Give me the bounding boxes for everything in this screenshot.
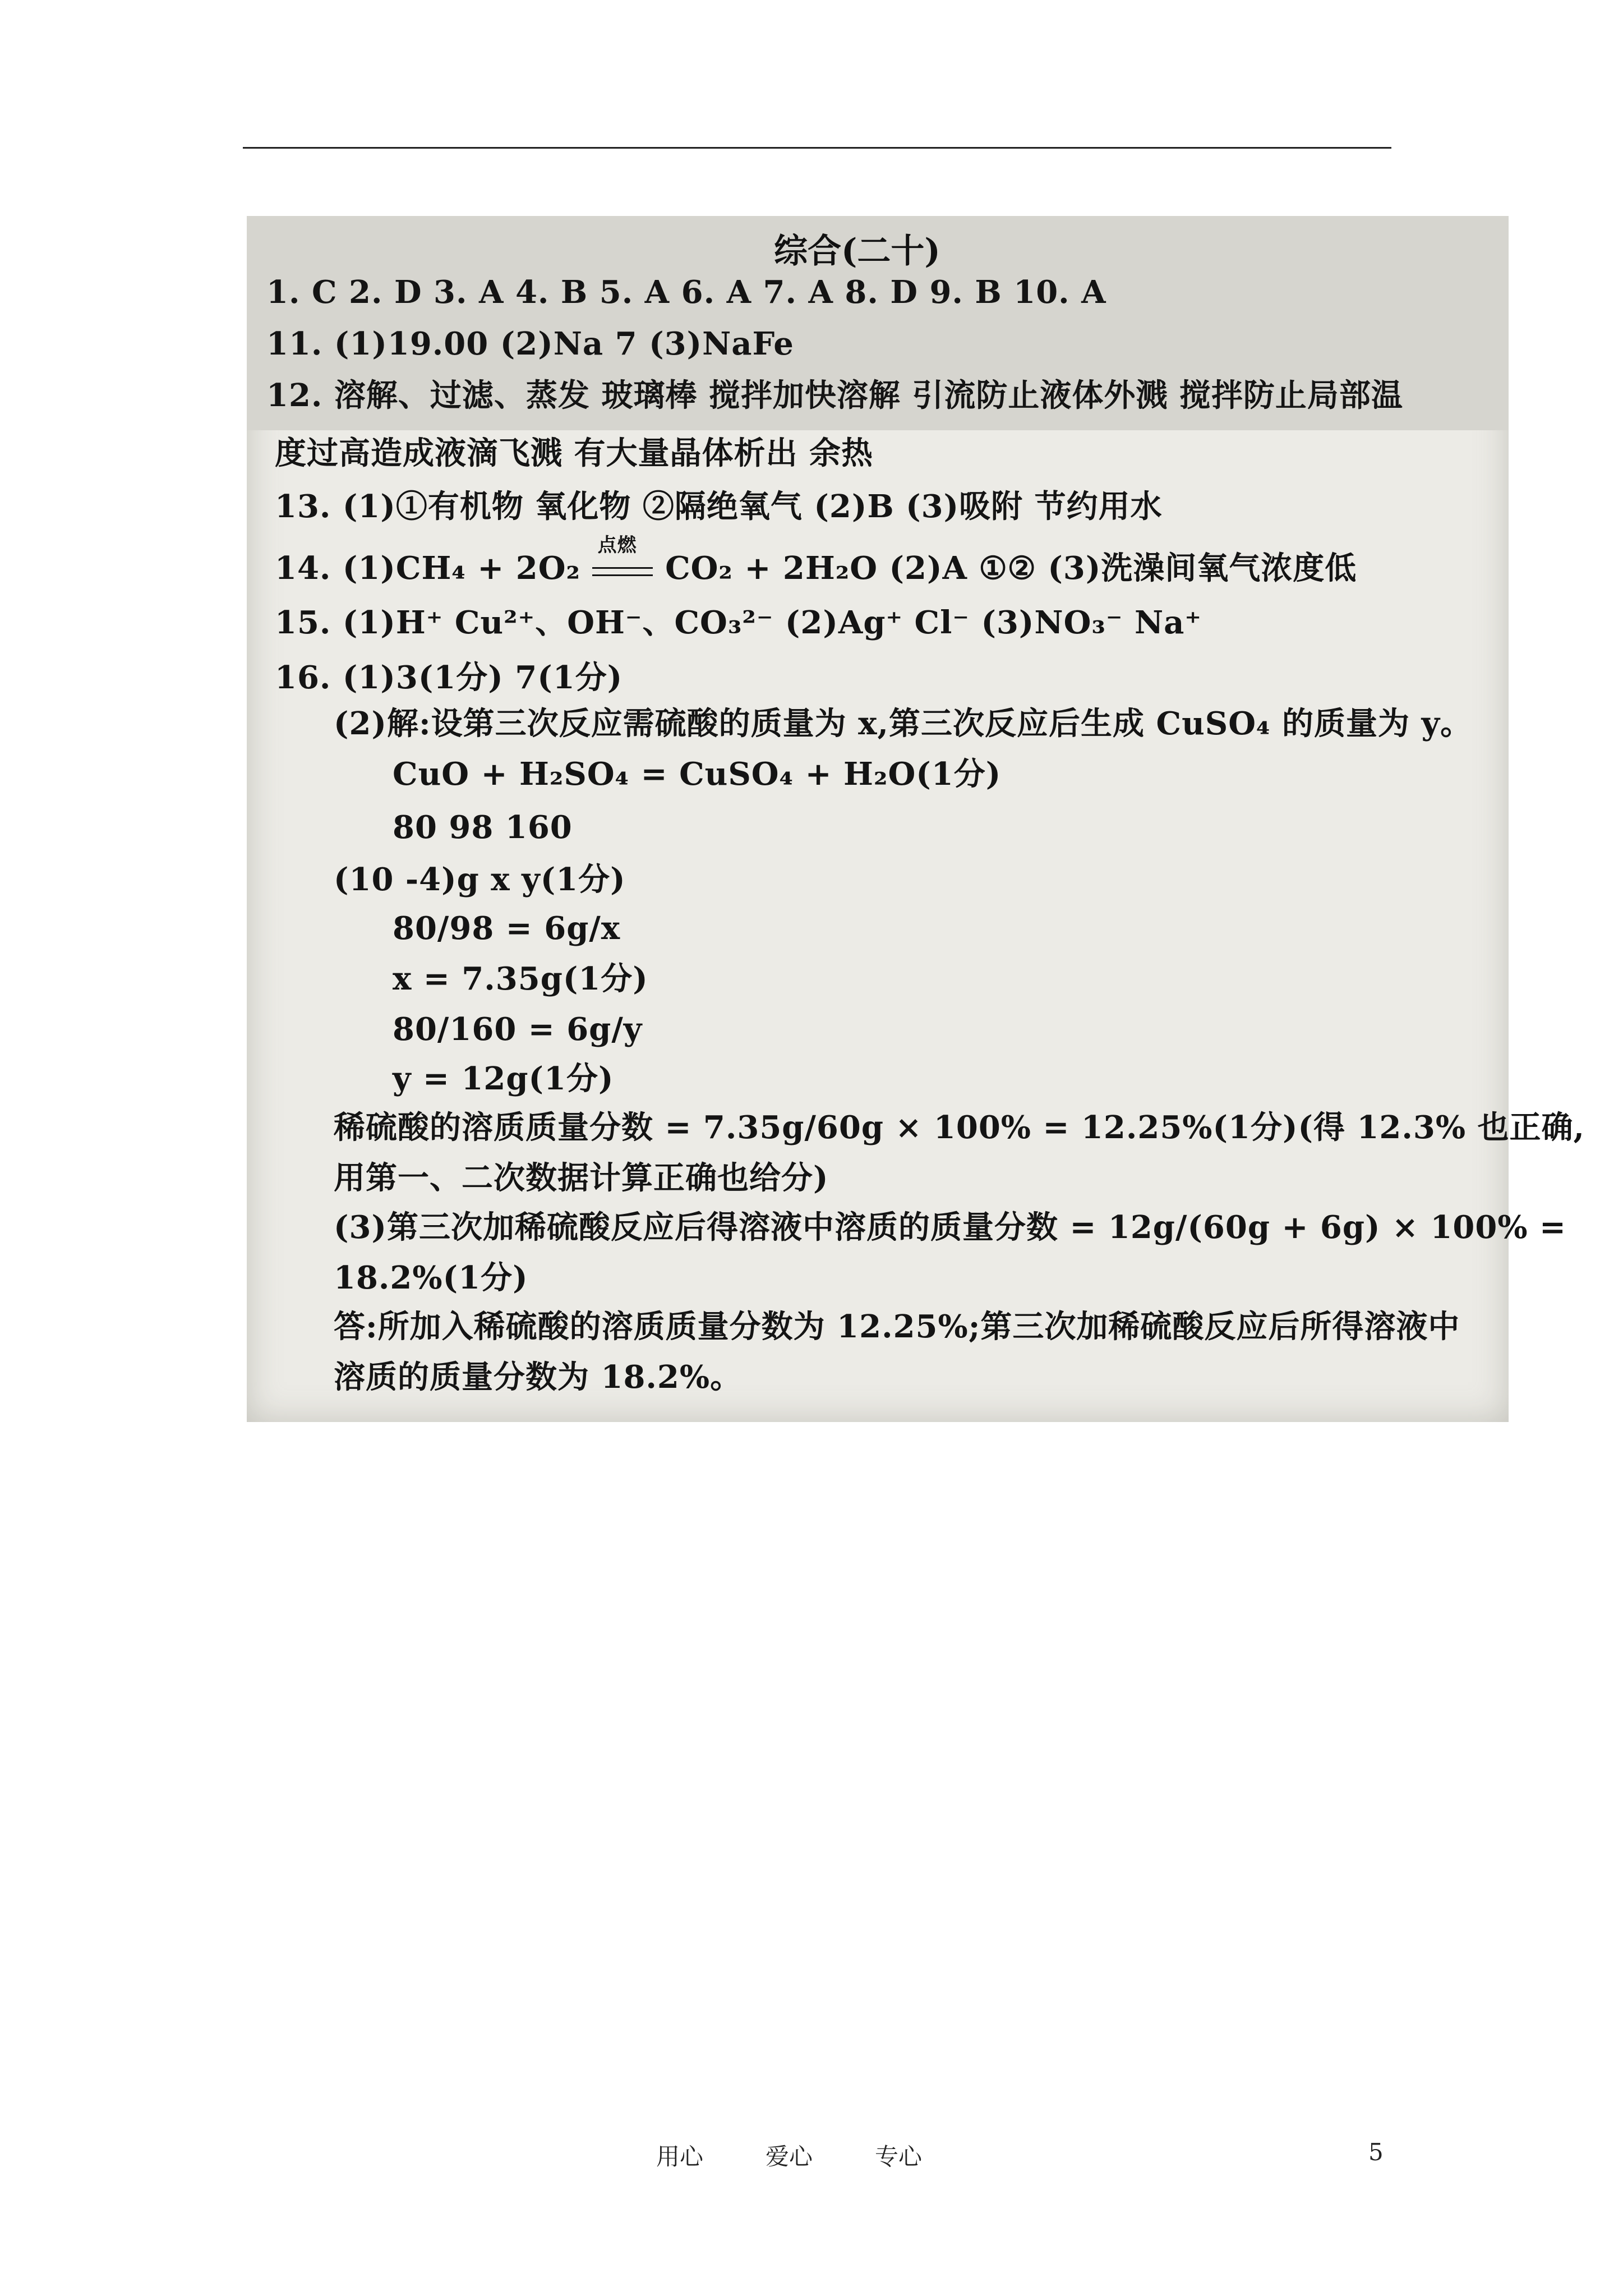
- footer-slogan-2: 爱心: [766, 2143, 813, 2170]
- answer-line-q15: 15. (1)H⁺ Cu²⁺、OH⁻、CO₃²⁻ (2)Ag⁺ Cl⁻ (3)NO₃⁻ Na⁺: [275, 604, 1202, 641]
- footer-slogan-1: 用心: [656, 2143, 704, 2170]
- calculation-line-4: y = 12g(1分): [393, 1060, 614, 1097]
- q14-suffix: CO₂ + 2H₂O (2)A ①② (3)洗澡间氧气浓度低: [653, 550, 1357, 587]
- final-answer-line-1: 答:所加入稀硫酸的溶质质量分数为 12.25%;第三次加稀硫酸反应后所得溶液中: [334, 1308, 1460, 1345]
- answer-line-q12b: 度过高造成液滴飞溅 有大量晶体析出 余热: [275, 435, 873, 472]
- calculation-line-1: 80/98 = 6g/x: [393, 910, 621, 947]
- header-rule: [243, 147, 1391, 149]
- answer-line-q1-10: 1. C 2. D 3. A 4. B 5. A 6. A 7. A 8. D 9. B 10. A: [266, 274, 1106, 311]
- mass-fraction-line-2: 用第一、二次数据计算正确也给分): [334, 1159, 829, 1197]
- answer-line-q12a: 12. 溶解、过滤、蒸发 玻璃棒 搅拌加快溶解 引流防止液体外溅 搅拌防止局部温: [266, 377, 1403, 414]
- calculation-line-2: x = 7.35g(1分): [393, 960, 648, 997]
- q14-prefix: 14. (1)CH₄ + 2O₂: [275, 550, 592, 587]
- answer-line-q16-3b: 18.2%(1分): [334, 1259, 528, 1296]
- answer-line-q11: 11. (1)19.00 (2)Na 7 (3)NaFe: [266, 325, 794, 362]
- answer-line-q16-3a: (3)第三次加稀硫酸反应后得溶液中溶质的质量分数 = 12g/(60g + 6g) × 100% =: [334, 1209, 1566, 1246]
- equation-variables: (10 -4)g x y(1分): [334, 861, 626, 898]
- equation-masses: 80 98 160: [393, 809, 573, 846]
- final-answer-line-2: 溶质的质量分数为 18.2%。: [334, 1359, 743, 1396]
- answer-line-q14: [275, 534, 1357, 587]
- mass-fraction-line-1: 稀硫酸的溶质质量分数 = 7.35g/60g × 100% = 12.25%(1分)(得 12.3% 也正确,: [334, 1109, 1585, 1146]
- calculation-line-3: 80/160 = 6g/y: [393, 1011, 643, 1048]
- answer-line-q16-1: 16. (1)3(1分) 7(1分): [275, 659, 623, 696]
- page-number: 5: [1368, 2138, 1384, 2166]
- equation-main: CuO + H₂SO₄ = CuSO₄ + H₂O(1分): [393, 756, 1002, 793]
- footer-slogan-3: 专心: [875, 2143, 923, 2170]
- answer-line-q13: 13. (1)①有机物 氧化物 ②隔绝氧气 (2)B (3)吸附 节约用水: [275, 488, 1163, 525]
- reaction-condition-label: 点燃: [597, 534, 637, 557]
- answer-line-q16-2: (2)解:设第三次反应需硫酸的质量为 x,第三次反应后生成 CuSO₄ 的质量为 y。: [334, 705, 1473, 742]
- equal-arrow-icon: [592, 567, 653, 576]
- reaction-condition-arrow: [592, 534, 654, 586]
- section-title: 综合(二十): [774, 232, 940, 271]
